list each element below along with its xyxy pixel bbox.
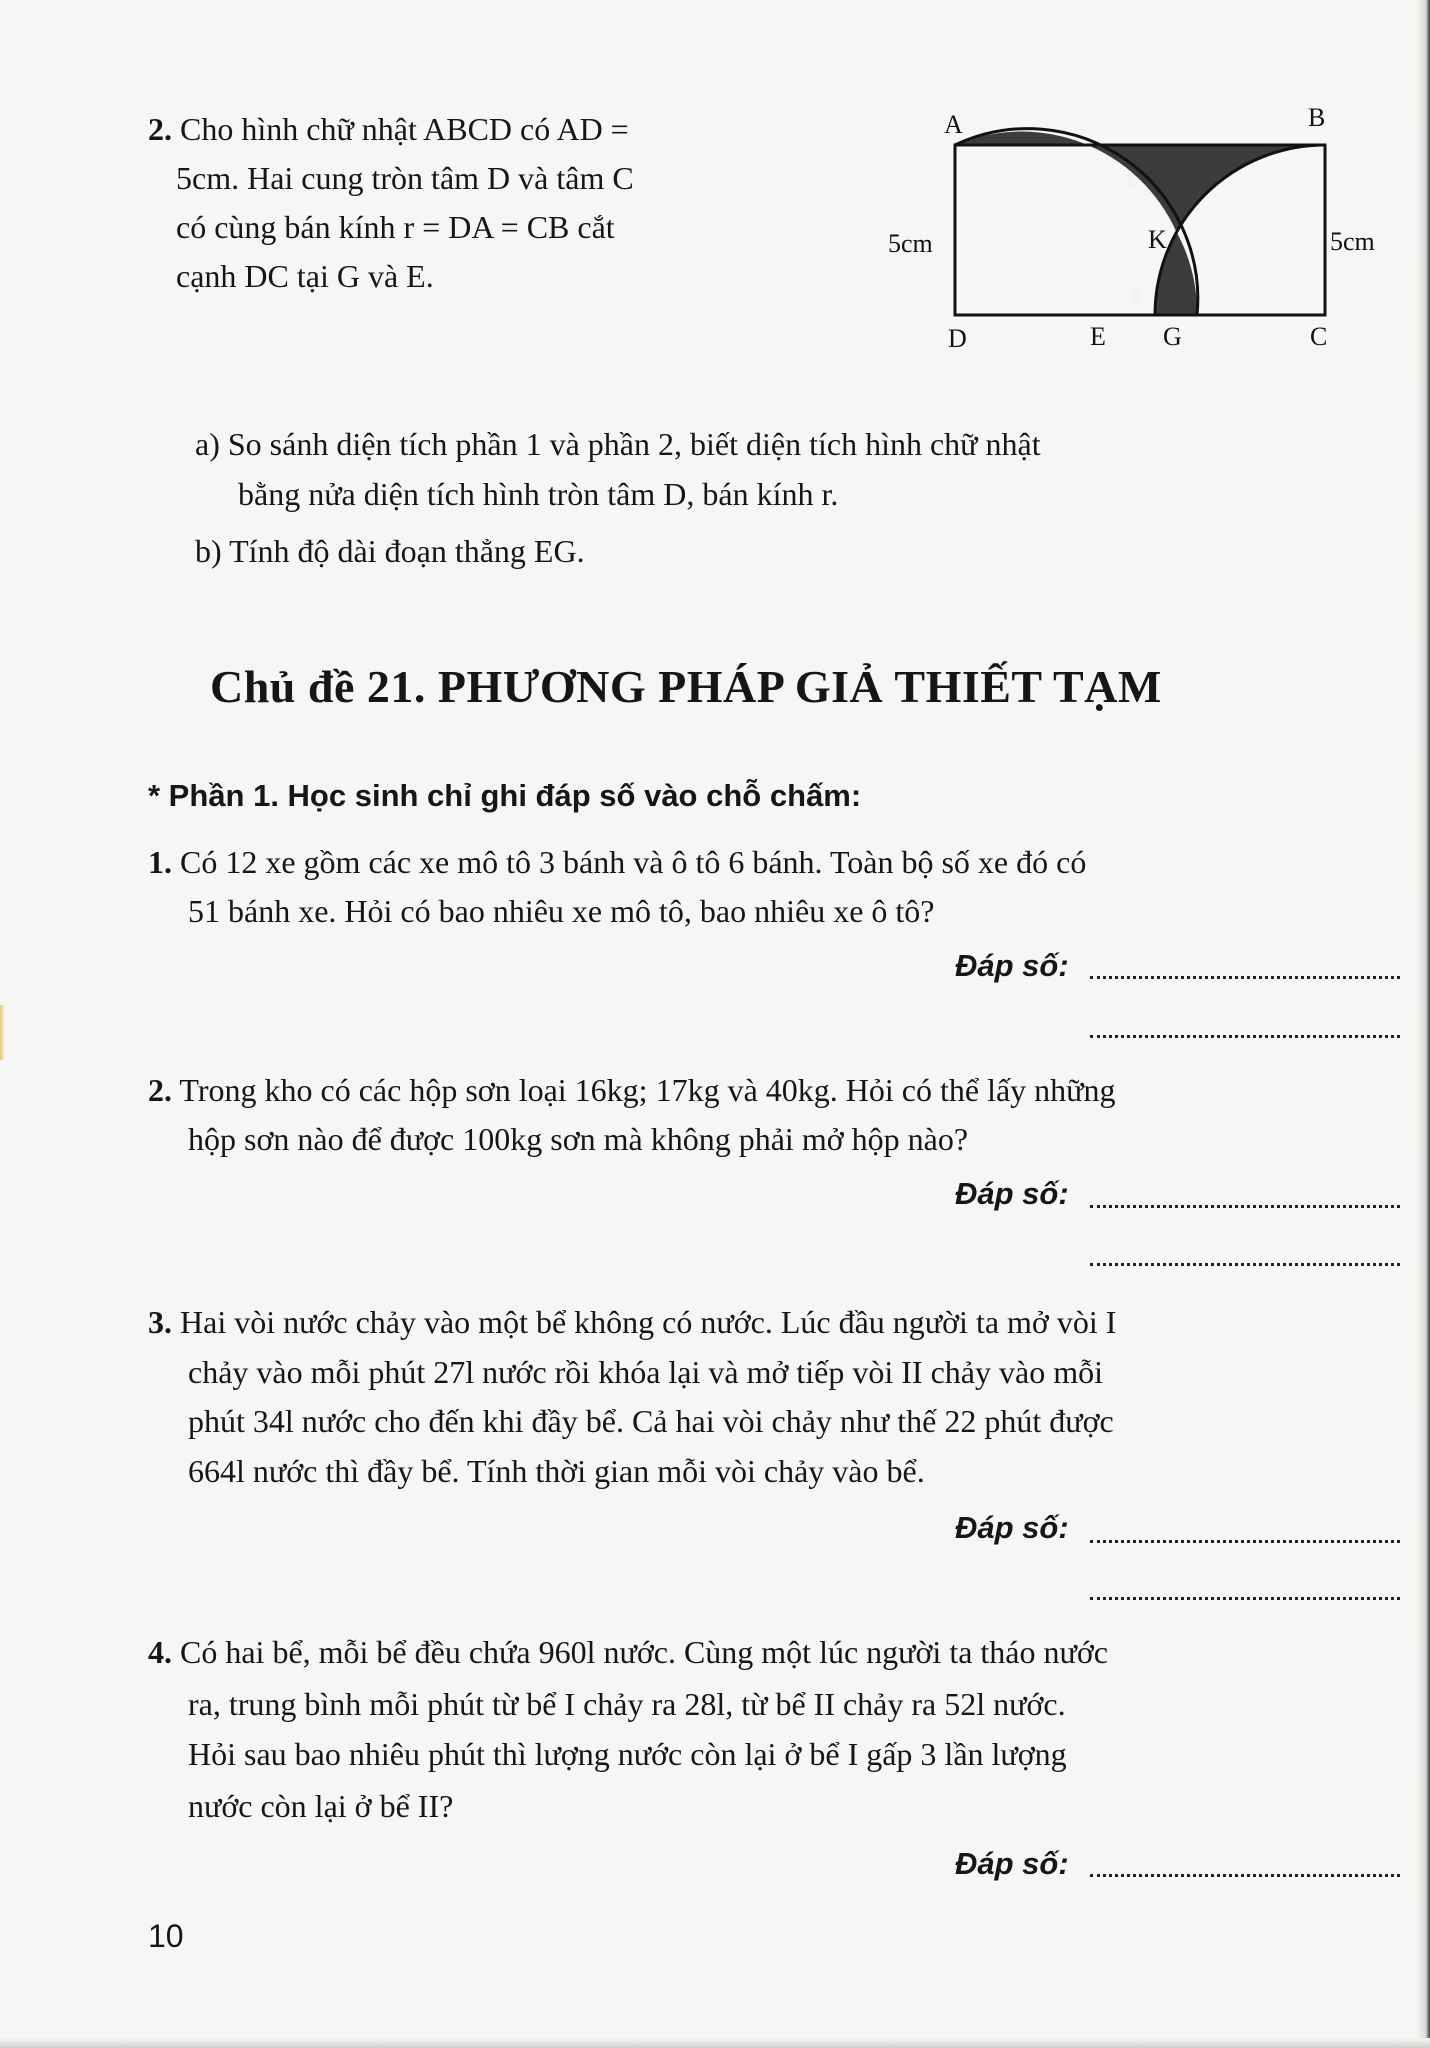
label-region-2: 2 (1130, 286, 1142, 308)
answer-label-3: Đáp số: (955, 1510, 1069, 1545)
answer-label-2: Đáp số: (955, 1176, 1069, 1211)
previous-problem-number: 2. (148, 111, 172, 147)
problem-4-line-1: 4. Có hai bể, mỗi bể đều chứa 960l nước. Cùng một lúc người ta tháo nước (148, 1634, 1108, 1670)
label-d: D (948, 324, 967, 353)
page-edge-shadow (1416, 0, 1430, 2048)
answer-blank-3b[interactable] (1090, 1597, 1400, 1600)
problem-2-line-1: 2. Trong kho có các hộp sơn loại 16kg; 17kg và 40kg. Hỏi có thể lấy những (148, 1072, 1116, 1108)
label-k: K (1148, 225, 1167, 254)
previous-problem-2 (148, 105, 828, 301)
part-b: b) Tính độ dài đoạn thẳng EG. (195, 533, 585, 569)
problem-2-number: 2. (148, 1072, 172, 1108)
problem-3-line-2: chảy vào mỗi phút 27l nước rồi khóa lại và mở tiếp vòi II chảy vào mỗi (188, 1354, 1103, 1390)
answer-blank-1a[interactable] (1090, 976, 1400, 979)
problem-1-line-2: 51 bánh xe. Hỏi có bao nhiêu xe mô tô, bao nhiêu xe ô tô? (188, 893, 935, 929)
problem-4-line-4: nước còn lại ở bể II? (188, 1788, 454, 1824)
page-left-mark (0, 1005, 5, 1060)
answer-label-4: Đáp số: (955, 1846, 1069, 1881)
part-a-line-2: bằng nửa diện tích hình tròn tâm D, bán kính r. (238, 476, 839, 512)
answer-blank-2b[interactable] (1090, 1263, 1400, 1266)
answer-blank-4a[interactable] (1090, 1874, 1400, 1877)
previous-problem-line-3: có cùng bán kính r = DA = CB cắt (176, 209, 615, 245)
problem-1-number: 1. (148, 844, 172, 880)
page-bottom-shadow (0, 2038, 1430, 2048)
label-right-side: 5cm (1330, 227, 1375, 256)
previous-problem-line-2: 5cm. Hai cung tròn tâm D và tâm C (176, 160, 634, 196)
answer-label-1: Đáp số: (955, 948, 1069, 983)
section-title: * Phần 1. Học sinh chỉ ghi đáp số vào chỗ chấm: (148, 778, 862, 813)
page-number: 10 (148, 1918, 184, 1954)
part-a-line-1: a) So sánh diện tích phần 1 và phần 2, biết diện tích hình chữ nhật (195, 426, 1041, 462)
chapter-title: Chủ đề 21. PHƯƠNG PHÁP GIẢ THIẾT TẠM (210, 661, 1162, 712)
rectangle-arcs-figure (880, 100, 1400, 360)
label-left-side: 5cm (888, 229, 933, 258)
label-g: G (1163, 322, 1182, 351)
label-region-1: 1 (1124, 170, 1136, 192)
answer-blank-3a[interactable] (1090, 1540, 1400, 1543)
label-e: E (1090, 322, 1106, 351)
label-a: A (944, 110, 963, 139)
problem-4-line-2: ra, trung bình mỗi phút từ bể I chảy ra 28l, từ bể II chảy ra 52l nước. (188, 1686, 1066, 1722)
problem-3-number: 3. (148, 1304, 172, 1340)
problem-3-line-4: 664l nước thì đầy bể. Tính thời gian mỗi vòi chảy vào bể. (188, 1453, 925, 1489)
problem-1-line-1: 1. Có 12 xe gồm các xe mô tô 3 bánh và ô tô 6 bánh. Toàn bộ số xe đó có (148, 844, 1087, 880)
answer-blank-1b[interactable] (1090, 1035, 1400, 1038)
answer-blank-2a[interactable] (1090, 1205, 1400, 1208)
problem-4-line-3: Hỏi sau bao nhiêu phút thì lượng nước còn lại ở bể I gấp 3 lần lượng (188, 1736, 1067, 1772)
problem-2-line-2: hộp sơn nào để được 100kg sơn mà không phải mở hộp nào? (188, 1121, 969, 1157)
problem-3-line-1: 3. Hai vòi nước chảy vào một bể không có nước. Lúc đầu người ta mở vòi I (148, 1304, 1117, 1340)
label-b: B (1308, 103, 1326, 132)
previous-problem-line-1: 2. Cho hình chữ nhật ABCD có AD = (148, 111, 629, 147)
label-c: C (1310, 322, 1328, 351)
problem-3-line-3: phút 34l nước cho đến khi đầy bể. Cả hai vòi chảy như thế 22 phút được (188, 1403, 1114, 1439)
problem-4-number: 4. (148, 1634, 172, 1670)
previous-problem-line-4: cạnh DC tại G và E. (176, 258, 434, 294)
